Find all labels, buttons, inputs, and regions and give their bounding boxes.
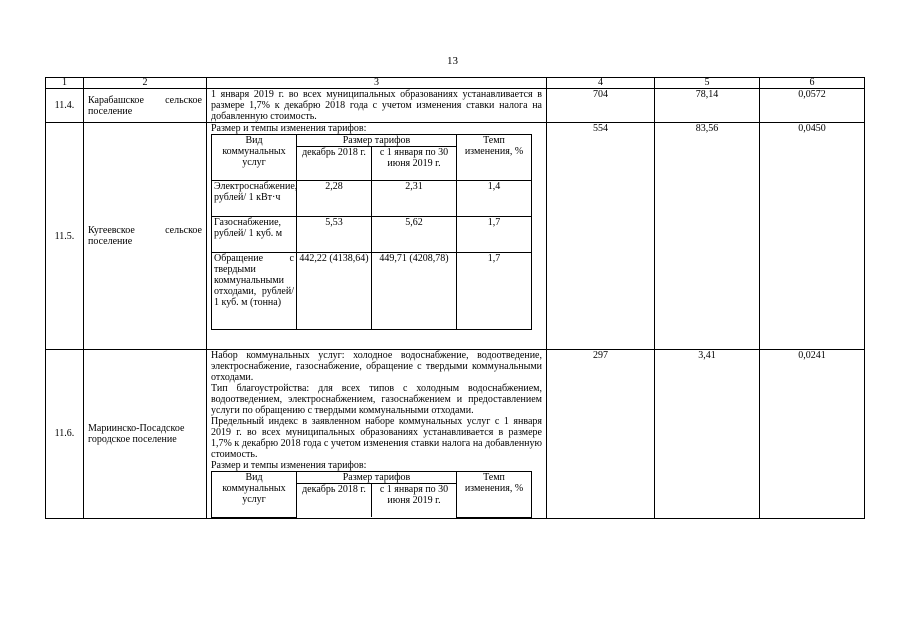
value-col-5: 78,14 [655, 89, 760, 123]
services-paragraph: Набор коммунальных услуг: холодное водоснабжение, водоотведение, электроснабжение, газоснабжение, обращение с твердыми коммунальными отходами. [211, 350, 542, 383]
tariff-table [211, 134, 532, 330]
header-row [46, 78, 865, 89]
settlement-name: Кугеевское сельское поселение [84, 123, 207, 350]
header-size: Размер тарифов [297, 135, 457, 147]
header-size: Размер тарифов [297, 472, 457, 484]
tariff-rate: 1,7 [457, 217, 532, 253]
table-row-11-4 [46, 89, 865, 123]
row-number: 11.6. [46, 350, 84, 519]
header-col-1: 1 [46, 78, 84, 89]
header-december: декабрь 2018 г. [297, 147, 372, 181]
settlement-name: Карабашское сельское поселение [84, 89, 207, 123]
value-col-4: 704 [547, 89, 655, 123]
tariff-row [212, 217, 532, 253]
table-row-11-5 [46, 123, 865, 350]
tariff-rate: 1,7 [457, 253, 532, 330]
tariff-dec: 2,28 [297, 181, 372, 217]
tariff-dec: 442,22 (4138,64) [297, 253, 372, 330]
tariff-document-table [45, 77, 865, 519]
value-col-4: 297 [547, 350, 655, 519]
row-number: 11.4. [46, 89, 84, 123]
index-paragraph: Предельный индекс в заявленном наборе коммунальных услуг с 1 января 2019 г. во всех муниципальных образованиях устанавливается в размере 1,7% к декабрю 2018 года с учетом изменения ставки налога на добавленную стоимость. [211, 416, 542, 460]
value-col-5: 3,41 [655, 350, 760, 519]
tariff-dec: 5,53 [297, 217, 372, 253]
tariff-row [212, 253, 532, 330]
value-col-6: 0,0241 [760, 350, 865, 519]
tariff-row [212, 181, 532, 217]
header-december: декабрь 2018 г. [297, 484, 372, 518]
header-kind: Вид коммунальных услуг [212, 472, 297, 518]
tariff-kind: Обращение с твердыми коммунальными отходами, рублей/ 1 куб. м (тонна) [212, 253, 297, 330]
header-january: с 1 января по 30 июня 2019 г. [372, 147, 457, 181]
value-col-6: 0,0572 [760, 89, 865, 123]
header-col-6: 6 [760, 78, 865, 89]
tariff-jan: 2,31 [372, 181, 457, 217]
value-col-5: 83,56 [655, 123, 760, 350]
value-col-4: 554 [547, 123, 655, 350]
page-number: 13 [447, 55, 458, 67]
tariff-kind: Электроснабжение, рублей/ 1 кВт·ч [212, 181, 297, 217]
table-row-11-6 [46, 350, 865, 519]
row-text: 1 января 2019 г. во всех муниципальных образованиях устанавливается в размере 1,7% к декабрю 2018 года с учетом изменения ставки налога на добавленную стоимость. [207, 89, 547, 123]
header-col-2: 2 [84, 78, 207, 89]
amenity-paragraph: Тип благоустройства: для всех типов с холодным водоснабжением, водоотведением, электроснабжением, газоснабжением и предоставлением услуги по обращению с твердыми коммунальными отходами. [211, 383, 542, 416]
row-content [207, 350, 547, 519]
header-col-5: 5 [655, 78, 760, 89]
tariff-jan: 5,62 [372, 217, 457, 253]
header-rate: Темп изменения, % [457, 135, 532, 181]
settlement-name: Мариинско-Посадское городское поселение [84, 350, 207, 519]
tariff-kind: Газоснабжение, рублей/ 1 куб. м [212, 217, 297, 253]
value-col-6: 0,0450 [760, 123, 865, 350]
tariff-table [211, 471, 532, 518]
row-content [207, 123, 547, 350]
header-january: с 1 января по 30 июня 2019 г. [372, 484, 457, 518]
header-col-4: 4 [547, 78, 655, 89]
header-rate: Темп изменения, % [457, 472, 532, 518]
tariff-jan: 449,71 (4208,78) [372, 253, 457, 330]
header-kind: Вид коммунальных услуг [212, 135, 297, 181]
row-number: 11.5. [46, 123, 84, 350]
header-col-3: 3 [207, 78, 547, 89]
tariff-intro: Размер и темпы изменения тарифов: [211, 460, 367, 471]
tariff-intro: Размер и темпы изменения тарифов: [211, 123, 367, 134]
tariff-rate: 1,4 [457, 181, 532, 217]
